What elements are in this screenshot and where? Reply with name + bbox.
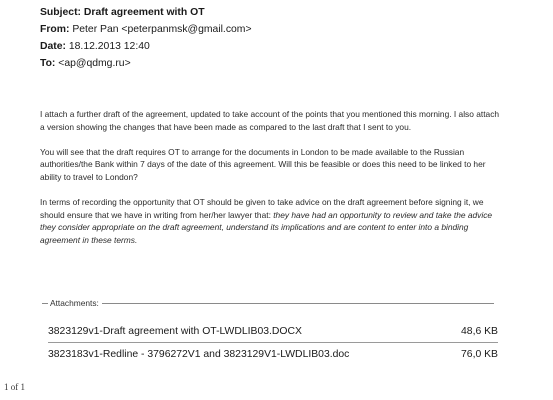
attachments-list [48, 320, 498, 365]
body-paragraph-2: You will see that the draft requires OT to arrange for the documents in London to be made available to the Russian authorities/the Bank within 7 days of the date of this agreement. Will this be feasible or does this need to be linked to her ability to travel to London? [40, 146, 486, 182]
to-row [40, 55, 520, 72]
subject-label: Subject: [40, 7, 84, 18]
page-number: 1 of 1 [4, 382, 25, 392]
from-label: From: [40, 24, 73, 35]
body-paragraph-3-quote: they have had an opportunity to review and take the advice they consider appropriate on the draft agreement, understand its implications and are content to enter into a binding agreement in these terms. [40, 209, 493, 245]
attachment-file-name[interactable]: 3823129v1-Draft agreement with OT-LWDLIB03.DOCX [48, 325, 302, 337]
attachment-file-name[interactable]: 3823183v1-Redline - 3796272V1 and 3823129V1-LWDLIB03.doc [48, 348, 350, 360]
subject-row [40, 4, 520, 21]
attachment-row[interactable] [48, 343, 498, 365]
attachment-file-size: 48,6 KB [461, 325, 498, 337]
attachment-row[interactable] [48, 320, 498, 343]
subject-value: Draft agreement with OT [83, 7, 205, 18]
attachments-header [42, 297, 494, 309]
body-paragraph-3-text: In terms of recording the opportunity that OT should be given to take advice on the draft agreement before signing it, we should ensure that we have in writing from her/her lawyer that: [40, 197, 484, 220]
from-row [40, 21, 520, 38]
date-value: 18.12.2013 12:40 [68, 41, 150, 52]
to-value: <ap@qdmg.ru> [58, 58, 131, 69]
attachment-file-size: 76,0 KB [461, 348, 498, 360]
body-paragraph-1: I attach a further draft of the agreement, updated to take account of the points that you mentioned this morning. I also attach a version showing the changes that have been made as compared to the last draft that I sent to you. [40, 109, 500, 132]
attachments-label: Attachments: [50, 298, 99, 308]
attachments-rule-left [42, 303, 48, 304]
body-paragraph-3 [40, 196, 502, 246]
attachments-section [42, 297, 494, 309]
attachments-rule [102, 303, 494, 304]
from-value: Peter Pan <peterpanmsk@gmail.com> [72, 24, 252, 35]
email-body [40, 108, 502, 259]
to-label: To: [40, 58, 59, 69]
email-header [40, 4, 520, 72]
date-row [40, 38, 520, 55]
date-label: Date: [40, 41, 69, 52]
